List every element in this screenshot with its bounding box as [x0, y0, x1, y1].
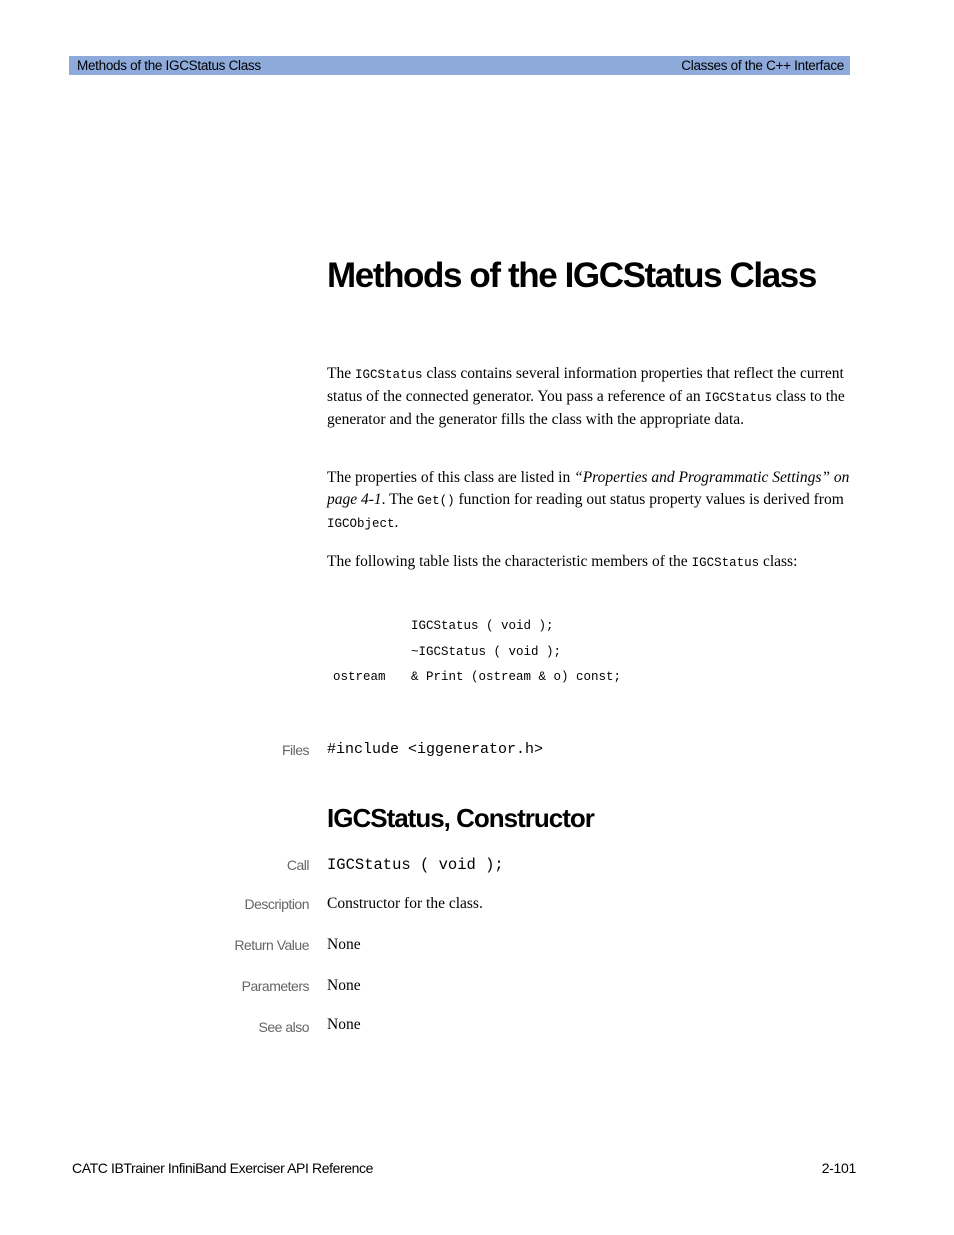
- see-also-label: See also: [258, 1019, 309, 1035]
- page-title: Methods of the IGCStatus Class: [327, 256, 816, 295]
- return-value-label: Return Value: [234, 937, 309, 953]
- description-value: Constructor for the class.: [327, 895, 483, 912]
- see-also-value: None: [327, 1016, 361, 1033]
- member-return-type: ostream: [333, 670, 386, 684]
- header-left-text: Methods of the IGCStatus Class: [77, 58, 261, 73]
- parameters-label: Parameters: [241, 978, 309, 994]
- footer-title: CATC IBTrainer InfiniBand Exerciser API Reference: [72, 1160, 373, 1176]
- section-title-constructor: IGCStatus, Constructor: [327, 803, 594, 833]
- member-row: [333, 640, 562, 666]
- running-header: [69, 56, 850, 75]
- cross-reference-link[interactable]: “Properties and Programmatic Settings” on page 4-1: [327, 469, 850, 508]
- files-label: Files: [281, 742, 309, 758]
- header-right-text: Classes of the C++ Interface: [681, 58, 844, 73]
- return-value-value: None: [327, 936, 361, 953]
- member-signature: & Print (ostream & o) const;: [411, 670, 622, 684]
- call-label: Call: [286, 857, 309, 873]
- inline-code: IGCStatus: [354, 368, 423, 382]
- inline-code: IGCStatus: [704, 391, 772, 405]
- inline-code: IGCObject: [327, 517, 395, 531]
- member-row: [333, 665, 622, 691]
- member-signature: ~IGCStatus ( void );: [411, 644, 562, 659]
- inline-code: IGCStatus: [691, 556, 760, 570]
- intro-paragraph-2: The properties of this class are listed in “Properties and Programmatic Settings” on page 4-1. The Get() function for reading out status property values is derived from IGCObject.: [327, 469, 850, 531]
- inline-code: Get(): [417, 494, 455, 508]
- member-signature: IGCStatus ( void );: [411, 619, 554, 633]
- files-value: #include <iggenerator.h>: [327, 741, 544, 758]
- parameters-value: None: [327, 977, 361, 994]
- description-label: Description: [244, 896, 309, 912]
- page-number: 2-101: [821, 1160, 856, 1176]
- members-table: [333, 614, 622, 691]
- call-value: IGCStatus ( void );: [327, 856, 504, 874]
- intro-paragraph-1: The IGCStatus class contains several information properties that reflect the current status of the connected generator. You pass a reference of an IGCStatus class to the generator and the generator fills the class with the appropriate data.: [327, 365, 845, 428]
- intro-paragraph-3: The following table lists the characteristic members of the IGCStatus class:: [327, 553, 798, 570]
- member-row: [333, 614, 554, 640]
